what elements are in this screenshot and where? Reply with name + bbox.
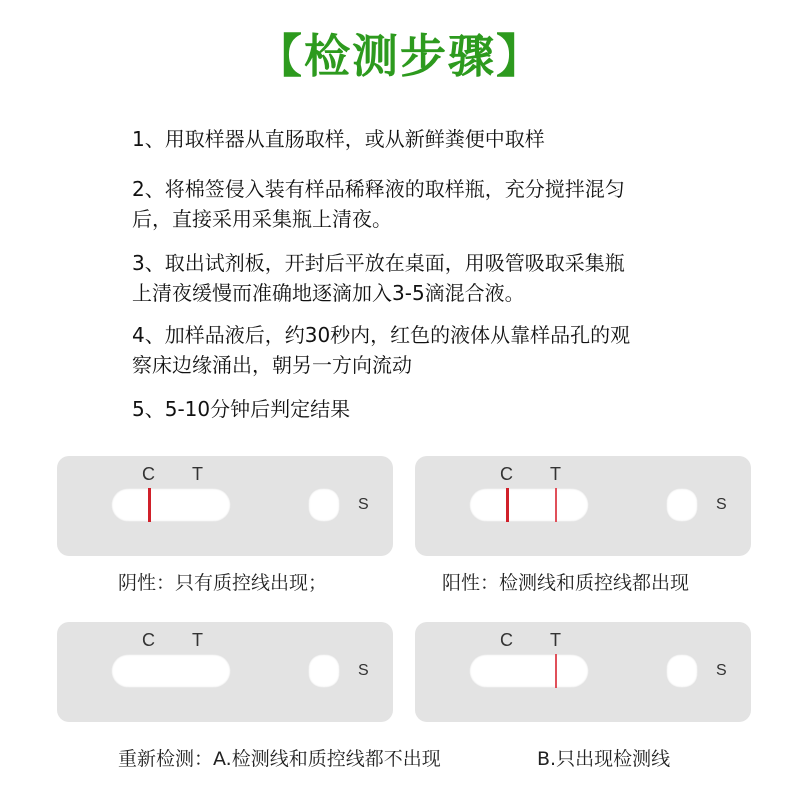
test-label: T	[192, 630, 203, 650]
sample-well	[308, 488, 340, 522]
test-line	[555, 488, 557, 522]
test-card-positive	[415, 456, 751, 556]
control-label: C	[142, 464, 155, 484]
control-line	[148, 488, 151, 522]
test-card-invalid-b	[415, 622, 751, 722]
step-2-line-1: 2、将棉签侵入装有样品稀释液的取样瓶，充分搅拌混匀	[132, 177, 625, 201]
positive-caption: 阳性：检测线和质控线都出现	[442, 572, 690, 594]
result-window	[469, 488, 589, 522]
control-label: C	[142, 630, 155, 650]
step-1-line-1: 1、用取样器从直肠取样，或从新鲜粪便中取样	[132, 127, 545, 151]
step-4	[132, 320, 630, 380]
retest-caption-b: B.只出现检测线	[537, 748, 671, 770]
control-label: C	[500, 630, 513, 650]
sample-label: S	[358, 496, 369, 513]
test-label: T	[550, 630, 561, 650]
page-title: 【检测步骤】	[256, 29, 544, 83]
step-3-line-1: 3、取出试剂板，开封后平放在桌面，用吸管吸取采集瓶	[132, 251, 625, 275]
sample-label: S	[716, 496, 727, 513]
test-card-invalid-a	[57, 622, 393, 722]
retest-caption-a: 重新检测：A.检测线和质控线都不出现	[118, 748, 441, 770]
sample-well	[666, 488, 698, 522]
step-3-line-2: 上清夜缓慢而准确地逐滴加入3-5滴混合液。	[132, 281, 525, 305]
result-window	[469, 654, 589, 688]
step-4-line-1: 4、加样品液后，约30秒内，红色的液体从靠样品孔的观	[132, 323, 631, 347]
sample-label: S	[716, 662, 727, 679]
step-5-line-1: 5、5-10分钟后判定结果	[132, 397, 351, 421]
control-line	[506, 488, 509, 522]
test-label: T	[550, 464, 561, 484]
test-card-negative	[57, 456, 393, 556]
sample-label: S	[358, 662, 369, 679]
sample-well	[666, 654, 698, 688]
step-5	[132, 394, 350, 424]
step-2	[132, 174, 625, 234]
step-3	[132, 248, 625, 308]
step-1	[132, 124, 545, 154]
result-window	[111, 488, 231, 522]
test-label: T	[192, 464, 203, 484]
step-2-line-2: 后，直接采用采集瓶上清夜。	[132, 207, 392, 231]
result-window	[111, 654, 231, 688]
sample-well	[308, 654, 340, 688]
step-4-line-2: 察床边缘涌出，朝另一方向流动	[132, 353, 412, 377]
test-line	[555, 654, 557, 688]
control-label: C	[500, 464, 513, 484]
negative-caption: 阴性：只有质控线出现；	[118, 572, 328, 594]
